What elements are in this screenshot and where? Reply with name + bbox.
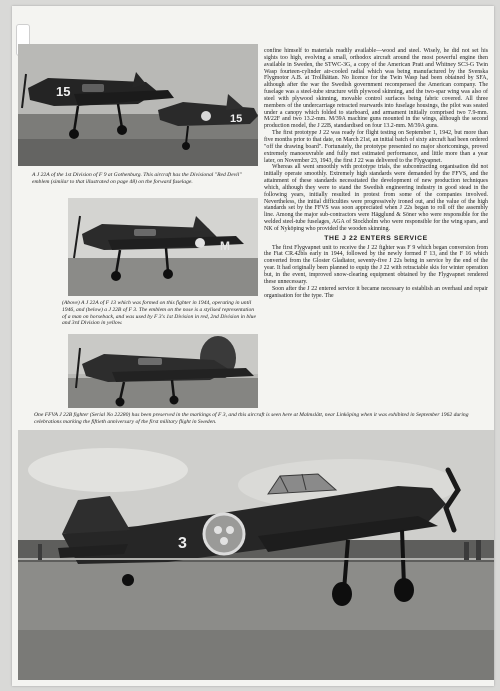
aircraft-number-marking-a: 15 (56, 84, 71, 99)
photo-j22a-gothenburg (18, 44, 258, 166)
photo-j22a-gothenburg-caption: A J 22A of the 1st Division of F 9 at Gothenburg. This aircraft has the Divisional "Red Devil" emblem (similar to that illustrated on page 48) on the forward fuselage. (32, 172, 242, 185)
aircraft-number-marking-b: 15 (230, 113, 243, 125)
photo-j22b-preserved-malmslatt (18, 430, 494, 680)
article-paragraph-4: The first Flygvapnet unit to receive the J 22 fighter was F 9 which began conversion from the Fiat CR.42bis early in 1944, followed by the newly formed F 13, and the F 16 which converted from the Gloster Gladiator, seventy-five J 22s being in service by the end of the year. It had originally been planned to equip the J 22 with retractable skis for winter operation but, in the event, improved snow-clearing equipment obtained by the Flygvapnet rendered these unnecessary. (264, 244, 488, 285)
photo-j22b-preserved-image (18, 430, 494, 680)
aircraft-letter-marking: M (220, 239, 230, 253)
photo-j22b-preserved-caption: One FFVA J 22B fighter (Serial No 22280) has been preserved in the markings of F 3, and this aircraft is seen here at Malmslätt, near Linköping when it was exhibited in September 1962 during celebrations marking the fiftieth anniversary of the first military flight in Sweden. (34, 412, 469, 425)
photo-j22b-f3 (68, 334, 258, 408)
photo-j22b-f3-image (68, 334, 258, 408)
photo-j22a-f13-image (68, 198, 258, 296)
article-paragraph-5: Soon after the J 22 entered service it became necessary to establish an overhaul and repair organisation for the type. The (264, 285, 488, 299)
article-paragraph-1: confine himself to materials readily available—wood and steel. Wisely, he did not set his sights too high, evolving a small, orthodox aircraft around the most powerful engine then available in Sweden, the STWC-3G, a copy of the American Pratt and Whitney SC3-G Twin Wasp fourteen-cylinder air-cooled radial which was being manufactured by the Svenska Flygmotor A.B. at Trollhättan. No licence for the Twin Wasp had been obtained by SFA, although after the war the Swedish government recompensed the American company. The fuselage was a steel-tube structure with plywood skinning, and the two-spar wing was also of steel with plywood skinning, movable control surfaces being fabric covered. All three members of the undercarriage retracted rearwards into fuselage housings, the pilot was seated under a canopy which folded to starboard, and armament initially comprised two 7.9-mm. M/22F and two 13.2-mm. M/39A machine guns mounted in the wings, although the second production model, the J 22B, standardised on four 13.2-mm. M/39A guns. (264, 48, 488, 130)
aircraft-number-marking: 3 (178, 535, 187, 552)
article-column (264, 48, 488, 299)
photo-j22a-gothenburg-image (18, 44, 258, 166)
article-paragraph-2: The first prototype J 22 was ready for flight testing on September 1, 1942, but more than five months prior to that date, on March 21st, an initial batch of sixty aircraft had been ordered "off the drawing board". Fortunately, the prototype presented no major shortcomings, proved extremely manoeuvrable and fully met estimated performance, and little more than a year later, on November 23, 1943, the first J 22 was delivered to the Flygvapnet. (264, 130, 488, 164)
photo-f13-f3-caption: (Above) A J 22A of F 13 which was formed on this fighter in 1944, operating in until 1946, and (below) a J 22B of F 3. The emblem on the nose is a stylised representation of a man on horseback, and was used by F 3's 1st Division in red, 2nd Division in blue and 3rd Division in yellow. (62, 300, 256, 327)
photo-j22a-f13 (68, 198, 258, 296)
section-heading: THE J 22 ENTERS SERVICE (324, 234, 428, 242)
article-paragraph-3: Whereas all went smoothly with prototype trials, the subcontracting organisation did not initially operate smoothly. Extremely high standards were demanded by the FFVS, and the attainment of these standards necessitated the development of new production techniques which, although they were to stand the Swedish engineering industry in good stead in the following years, initially resulted in protest from some of the companies involved. Nevertheless, the initial difficulties were progressively ironed out, and the value of the high standards set by the FFVS was soon appreciated when J 22s began to roll off the assembly line. Among the major sub-contractors were Hägglund & Söner who were responsible for the welded steel-tube fuselages, AGA of Stockholm who were responsible for the wing spars, and NK of Nyköping who provided the wooden skinning. (264, 164, 488, 232)
magazine-page (12, 6, 494, 686)
